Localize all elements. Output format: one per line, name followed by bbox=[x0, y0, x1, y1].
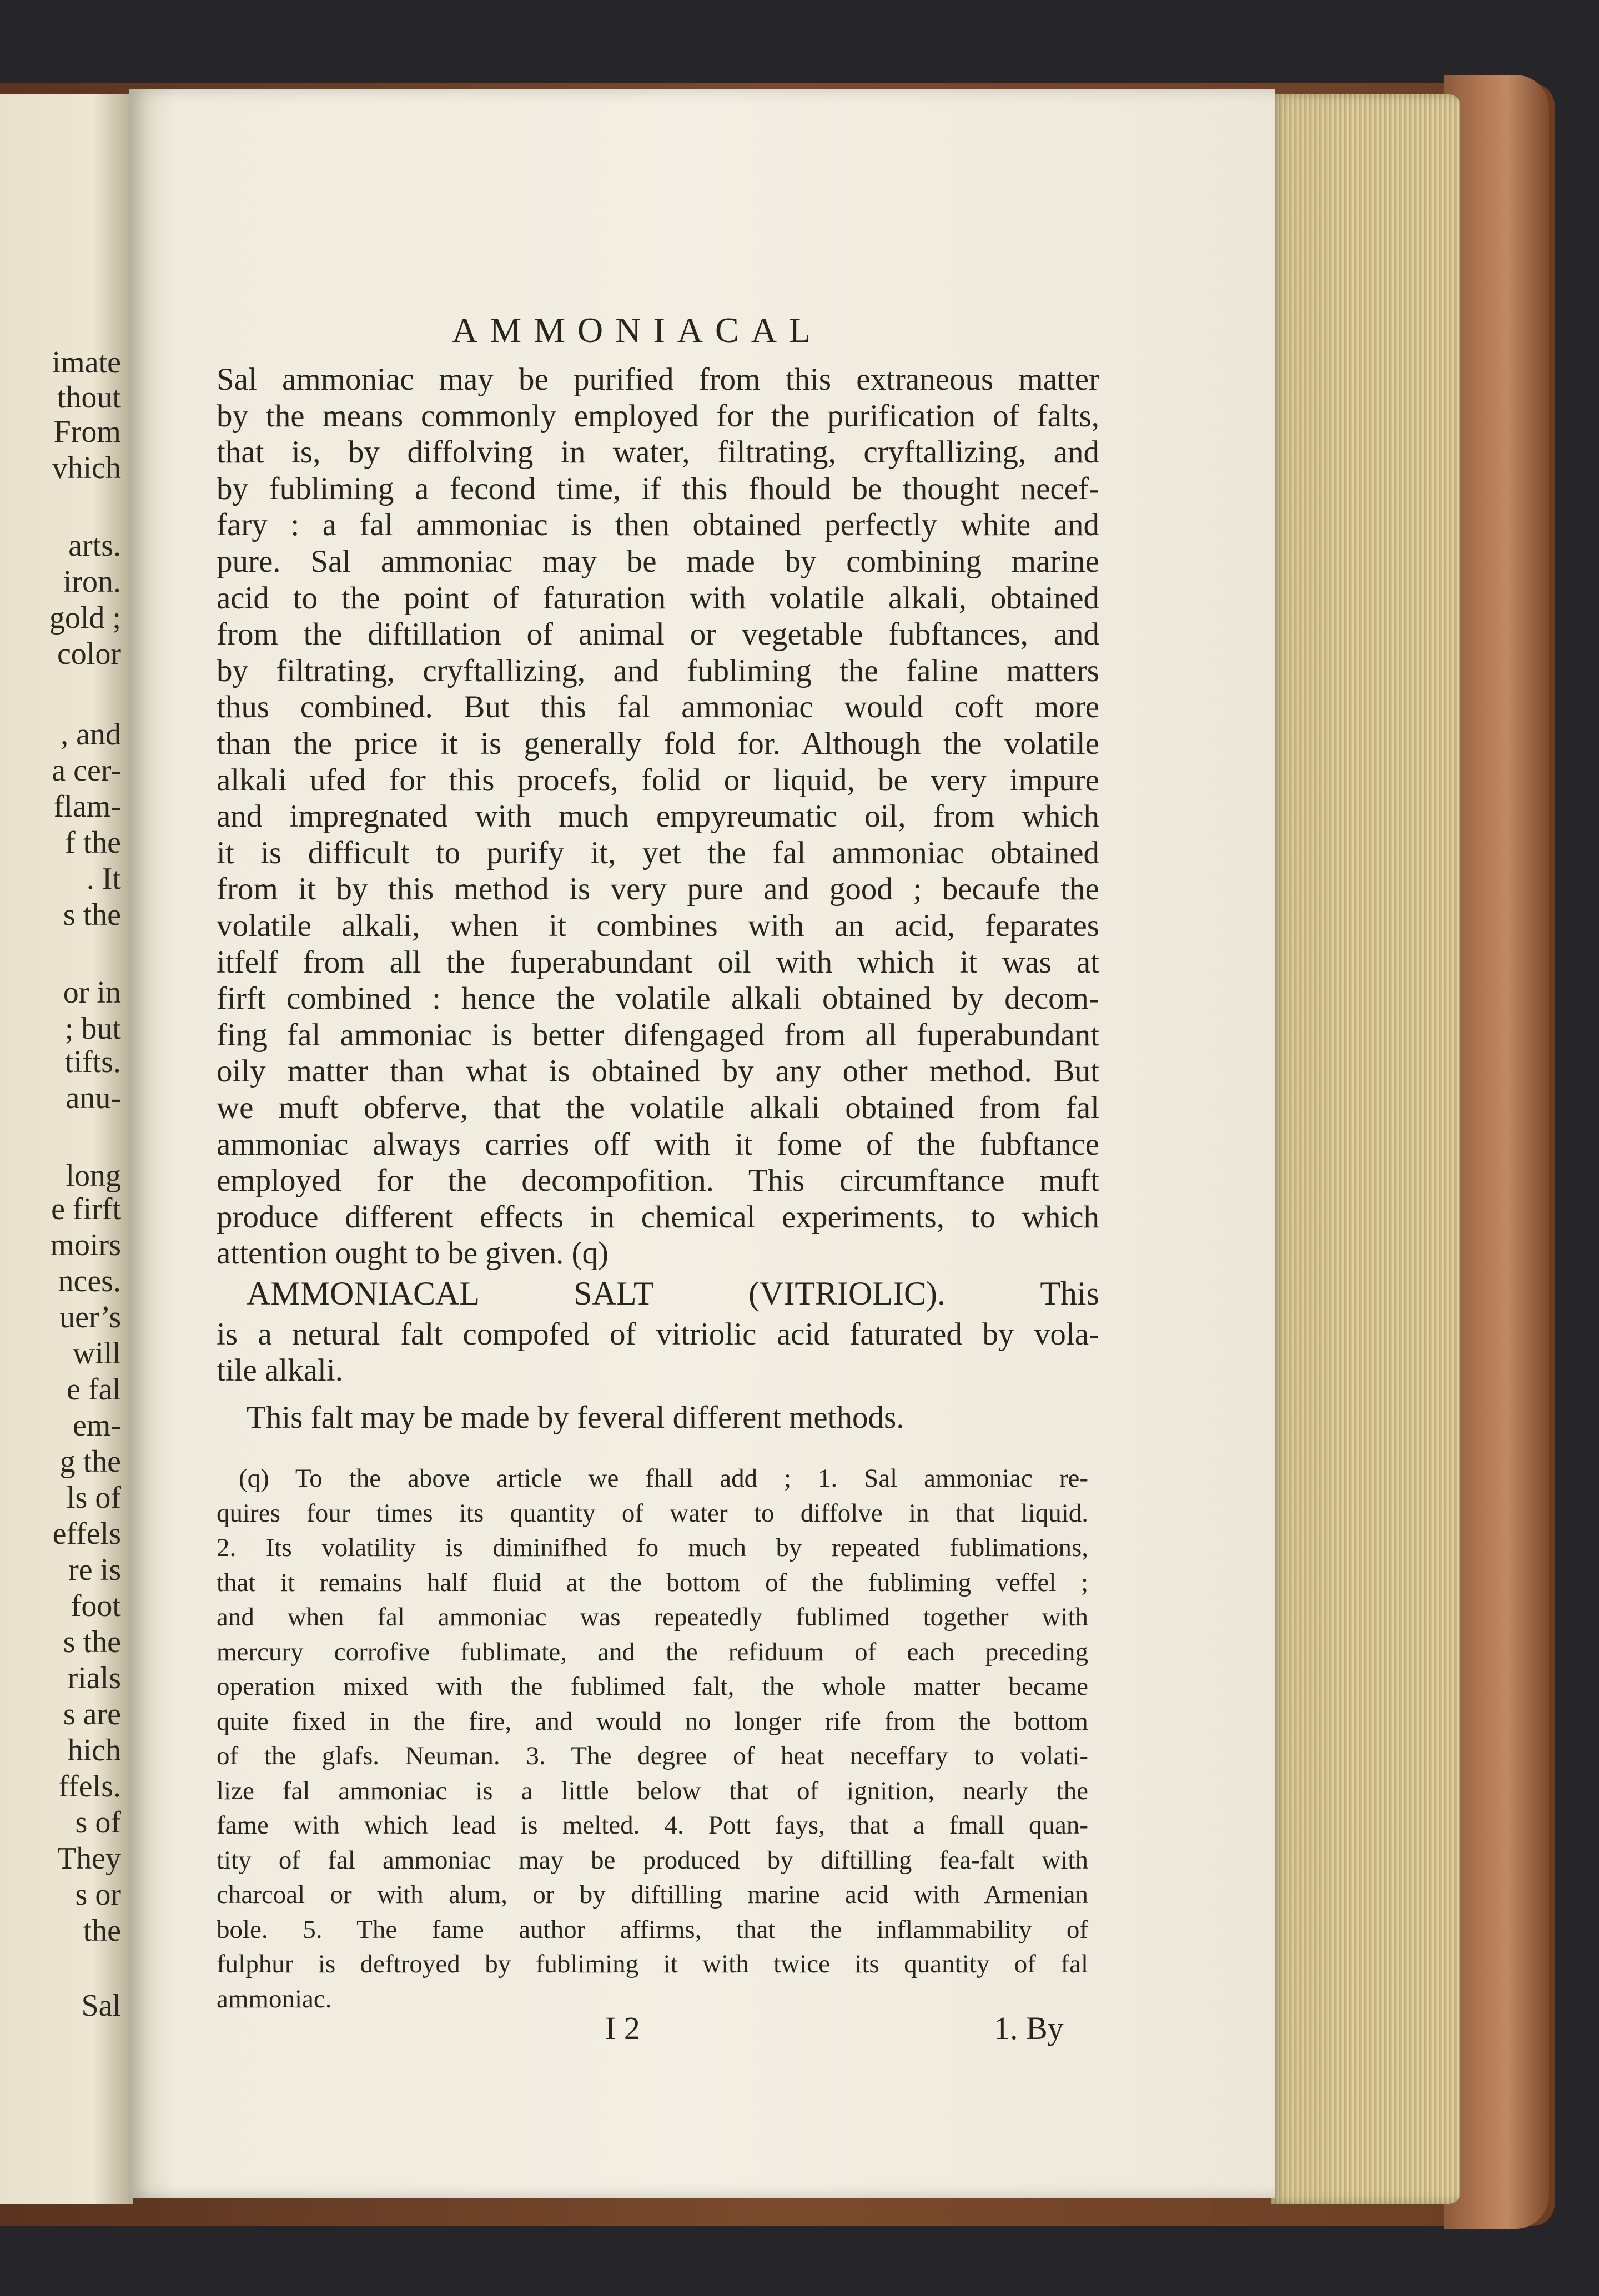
left-page-line: will bbox=[72, 1336, 121, 1371]
left-page-line: nces. bbox=[58, 1264, 121, 1298]
text-line: ammoniac always carries off with it fome of the fubftance bbox=[217, 1126, 1099, 1162]
left-page-line: . It bbox=[86, 862, 121, 896]
left-page-line: foot bbox=[71, 1589, 121, 1623]
signature-mark: I 2 bbox=[605, 2010, 640, 2046]
left-page-line: s are bbox=[63, 1697, 121, 1731]
text-line: that is, by diffolving in water, filtrating, cryftallizing, and bbox=[217, 435, 1099, 470]
text-line: itfelf from all the fuperabundant oil with which it was at bbox=[217, 944, 1099, 980]
footnote-line: and when fal ammoniac was repeatedly fublimed together with bbox=[217, 1603, 1088, 1632]
text-line: we muft obferve, that the volatile alkali obtained from fal bbox=[217, 1090, 1099, 1125]
catchword: 1. By bbox=[994, 2010, 1064, 2046]
text-line: than the price it is generally fold for. Although the volatile bbox=[217, 726, 1099, 761]
left-page-line: ffels. bbox=[58, 1769, 121, 1804]
text-line: from it by this method is very pure and good ; becaufe the bbox=[217, 872, 1099, 907]
text-line: by fubliming a fecond time, if this fhould be thought necef- bbox=[217, 471, 1099, 506]
text-line: fing fal ammoniac is better difengaged from all fuperabundant bbox=[217, 1017, 1099, 1053]
left-page-line: ; but bbox=[64, 1011, 121, 1046]
footnote-line: quite fixed in the fire, and would no longer rife from the bottom bbox=[217, 1706, 1088, 1736]
footnote-line: operation mixed with the fublimed falt, the whole matter became bbox=[217, 1672, 1088, 1701]
running-head: AMMONIACAL bbox=[452, 310, 823, 350]
left-page-line: s the bbox=[63, 1625, 121, 1659]
left-page-line: effels bbox=[52, 1517, 121, 1551]
left-page-line: e fal bbox=[67, 1372, 121, 1407]
left-page-line: f the bbox=[64, 825, 121, 860]
text-line: produce different effects in chemical experiments, to which bbox=[217, 1199, 1099, 1235]
text-line: attention ought to be given. (q) bbox=[217, 1236, 609, 1271]
text-line: volatile alkali, when it combines with an acid, feparates bbox=[217, 908, 1099, 943]
text-line: by the means commonly employed for the purification of falts, bbox=[217, 398, 1099, 434]
text-line: alkali ufed for this procefs, folid or liquid, be very impure bbox=[217, 762, 1099, 798]
left-page-line: e firft bbox=[51, 1192, 121, 1226]
left-page-line: From bbox=[53, 415, 121, 449]
footnote-line: ammoniac. bbox=[217, 1984, 332, 2013]
left-page-line: color bbox=[57, 637, 121, 671]
left-page bbox=[0, 94, 133, 2204]
left-page-line: Sal bbox=[81, 1988, 121, 2023]
text-line: oily matter than what is obtained by any other method. But bbox=[217, 1054, 1099, 1089]
footnote-line: bole. 5. The fame author affirms, that the inflammability of bbox=[217, 1915, 1088, 1944]
text-line: pure. Sal ammoniac may be made by combining marine bbox=[217, 544, 1099, 579]
text-line: by filtrating, cryftallizing, and fubliming the faline matters bbox=[217, 653, 1099, 688]
text-line: from the diftillation of animal or vegetable fubftances, and bbox=[217, 617, 1099, 652]
left-page-line: long bbox=[66, 1159, 121, 1193]
page-block-edges bbox=[1271, 94, 1460, 2204]
footnote-line: of the glafs. Neuman. 3. The degree of heat neceffary to volati- bbox=[217, 1741, 1088, 1770]
text-line: and impregnated with much empyreumatic oil, from which bbox=[217, 799, 1099, 834]
left-page-line: gold ; bbox=[49, 601, 121, 635]
left-page-line: or in bbox=[63, 975, 121, 1010]
left-page-line: anu- bbox=[66, 1081, 121, 1115]
left-page-line: They bbox=[57, 1841, 121, 1876]
footnote-line: quires four times its quantity of water to diffolve in that liquid. bbox=[217, 1498, 1088, 1528]
text-line: tile alkali. bbox=[217, 1353, 343, 1388]
left-page-line: tifts. bbox=[64, 1045, 121, 1079]
left-page-line: vhich bbox=[52, 451, 121, 485]
footnote-line: mercury corrofive fublimate, and the refiduum of each preceding bbox=[217, 1637, 1088, 1666]
left-page-line: s or bbox=[75, 1877, 121, 1912]
footnote-line: tity of fal ammoniac may be produced by diftilling fea-falt with bbox=[217, 1845, 1088, 1875]
left-page-line: moirs bbox=[50, 1228, 121, 1262]
left-page-line: imate bbox=[52, 345, 121, 380]
footnote-line: (q) To the above article we fhall add ; 1. Sal ammoniac re- bbox=[239, 1464, 1088, 1493]
text-line: fary : a fal ammoniac is then obtained perfectly white and bbox=[217, 507, 1099, 543]
left-page-line: a cer- bbox=[52, 753, 121, 788]
text-line: This falt may be made by feveral different methods. bbox=[247, 1400, 904, 1435]
entry-heading-line: AMMONIACAL SALT (VITRIOLIC). This bbox=[247, 1275, 1099, 1312]
text-line: Sal ammoniac may be purified from this extraneous matter bbox=[217, 362, 1099, 397]
text-line: firft combined : hence the volatile alkali obtained by decom- bbox=[217, 981, 1099, 1016]
left-page-line: g the bbox=[59, 1444, 121, 1479]
left-page-line: ls of bbox=[67, 1481, 121, 1515]
text-line: it is difficult to purify it, yet the fal ammoniac obtained bbox=[217, 835, 1099, 870]
left-page-line: iron. bbox=[63, 565, 121, 599]
left-page-line: thout bbox=[57, 380, 121, 415]
left-page-line: re is bbox=[68, 1553, 121, 1587]
left-page-line: s of bbox=[75, 1805, 121, 1840]
text-line: employed for the decompofition. This circumftance muft bbox=[217, 1163, 1099, 1199]
left-page-line: arts. bbox=[68, 528, 121, 563]
left-page-line: the bbox=[83, 1914, 121, 1948]
text-line: is a netural falt compofed of vitriolic acid faturated by vola- bbox=[217, 1317, 1099, 1352]
footnote-line: fame with which lead is melted. 4. Pott fays, that a fmall quan- bbox=[217, 1811, 1088, 1840]
footnote-line: 2. Its volatility is diminifhed fo much by repeated fublimations, bbox=[217, 1533, 1088, 1562]
footnote-line: charcoal or with alum, or by diftilling marine acid with Armenian bbox=[217, 1880, 1088, 1909]
left-page-line: hich bbox=[67, 1733, 121, 1768]
left-page-line: , and bbox=[61, 717, 121, 752]
left-page-line: rials bbox=[67, 1661, 121, 1695]
text-line: acid to the point of faturation with volatile alkali, obtained bbox=[217, 580, 1099, 616]
left-page-line: uer’s bbox=[59, 1300, 121, 1335]
footnote-line: lize fal ammoniac is a little below that of ignition, nearly the bbox=[217, 1776, 1088, 1805]
text-line: thus combined. But this fal ammoniac would coft more bbox=[217, 689, 1099, 725]
footnote-line: that it remains half fluid at the bottom of the fubliming veffel ; bbox=[217, 1568, 1088, 1597]
left-page-line: em- bbox=[72, 1408, 121, 1443]
left-page-line: s the bbox=[63, 898, 121, 932]
footnote-line: fulphur is deftroyed by fubliming it with twice its quantity of fal bbox=[217, 1950, 1088, 1978]
left-page-line: flam- bbox=[53, 789, 121, 824]
